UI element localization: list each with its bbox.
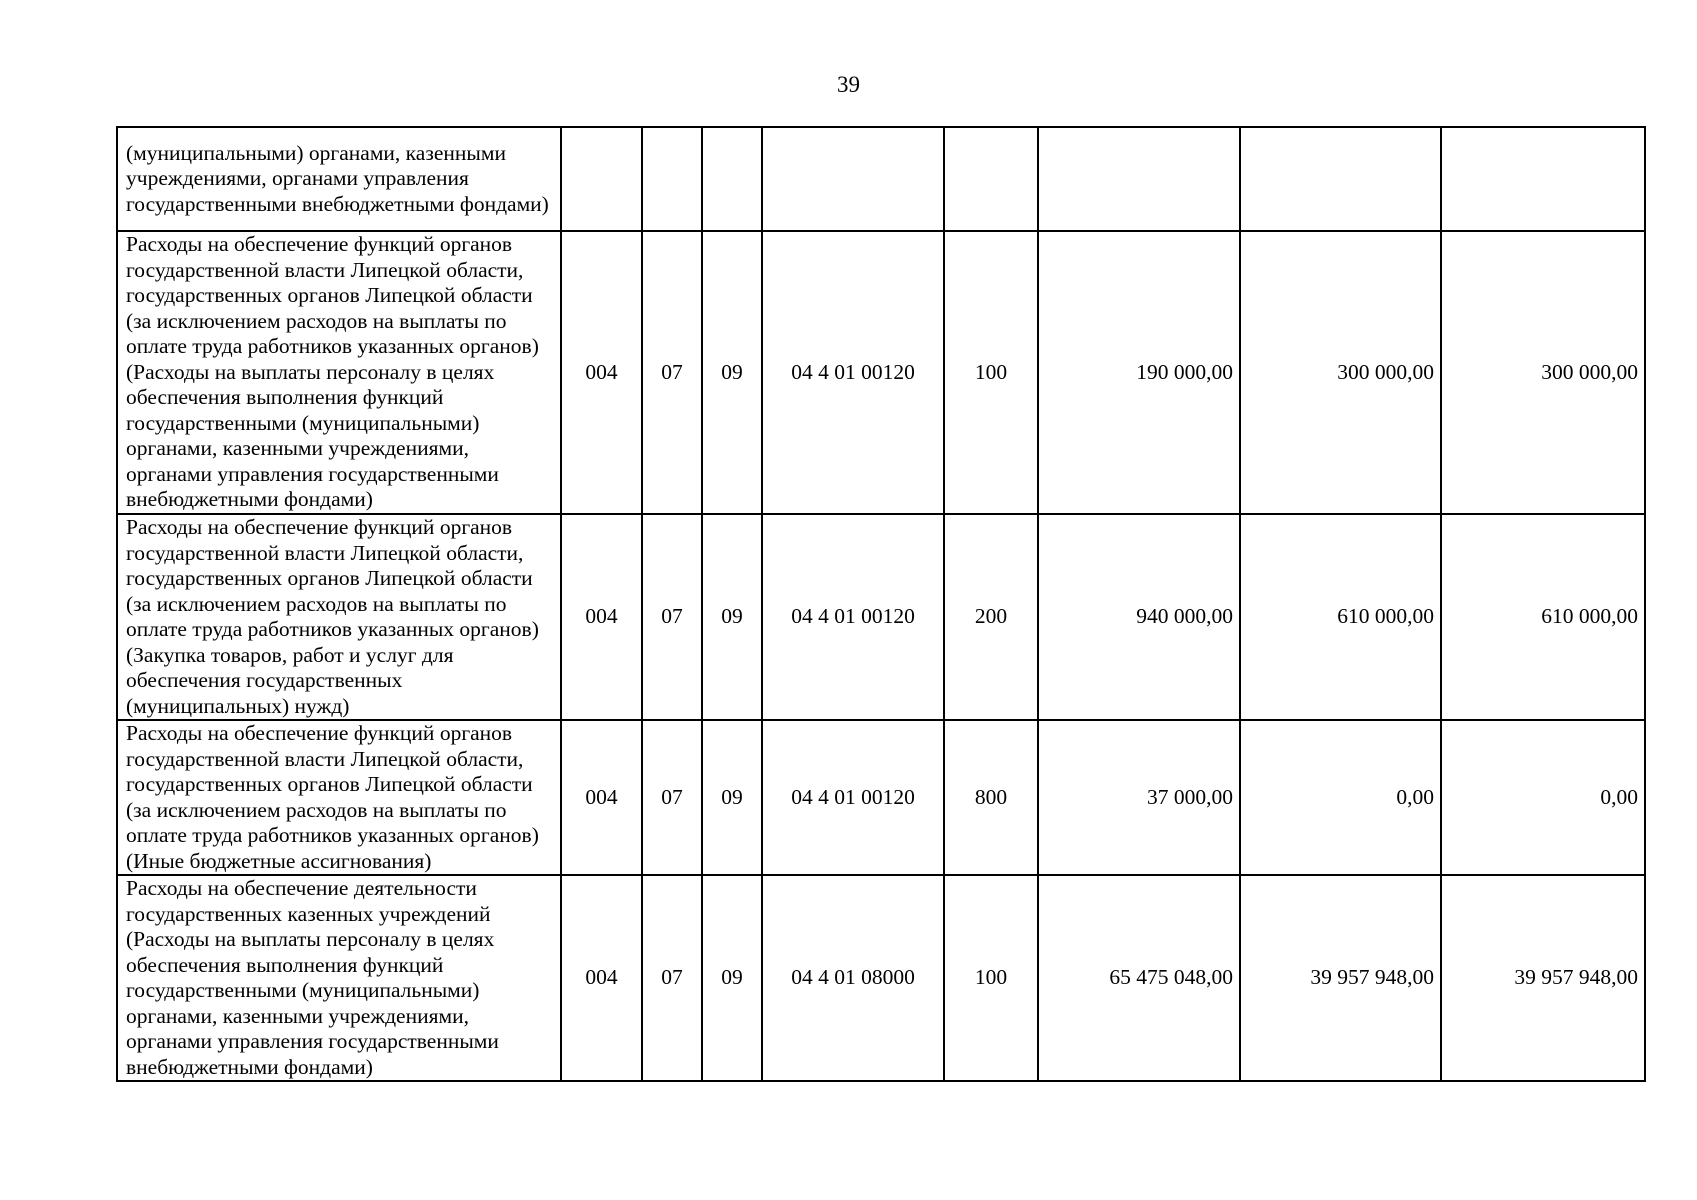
budget-table — [116, 126, 1646, 1082]
ministry-code — [561, 127, 642, 231]
target-article-code: 04 4 01 00120 — [762, 514, 944, 720]
ministry-code: 004 — [561, 514, 642, 720]
table-row — [117, 514, 1645, 720]
amount-year-3: 300 000,00 — [1441, 231, 1645, 514]
expense-name: Расходы на обеспечение функций органов государственной власти Липецкой области, государственных органов Липецкой области (за исключением расходов на выплаты по оплате труда работников указанных органов) (Иные бюджетные ассигнования) — [117, 720, 561, 875]
amount-year-1: 940 000,00 — [1038, 514, 1240, 720]
expense-type-code: 200 — [944, 514, 1038, 720]
amount-year-1: 65 475 048,00 — [1038, 875, 1240, 1081]
expense-type-code: 100 — [944, 875, 1038, 1081]
target-article-code — [762, 127, 944, 231]
amount-year-3: 39 957 948,00 — [1441, 875, 1645, 1081]
page-number: 39 — [837, 72, 860, 97]
amount-year-1 — [1038, 127, 1240, 231]
expense-name: (муниципальными) органами, казенными учреждениями, органами управления государственными внебюджетными фондами) — [117, 127, 561, 231]
amount-year-3 — [1441, 127, 1645, 231]
subsection-code: 09 — [702, 514, 762, 720]
amount-year-2: 0,00 — [1240, 720, 1441, 875]
amount-year-2: 300 000,00 — [1240, 231, 1441, 514]
subsection-code: 09 — [702, 231, 762, 514]
section-code — [642, 127, 702, 231]
table-row — [117, 231, 1645, 514]
amount-year-1: 190 000,00 — [1038, 231, 1240, 514]
expense-name: Расходы на обеспечение функций органов государственной власти Липецкой области, государственных органов Липецкой области (за исключением расходов на выплаты по оплате труда работников указанных органов) (Расходы на выплаты персоналу в целях обеспечения выполнения функций государственными (муниципальными) органами, казенными учреждениями, органами управления государственными внебюджетными фондами) — [117, 231, 561, 514]
table-row — [117, 720, 1645, 875]
expense-name: Расходы на обеспечение функций органов государственной власти Липецкой области, государственных органов Липецкой области (за исключением расходов на выплаты по оплате труда работников указанных органов) (Закупка товаров, работ и услуг для обеспечения государственных (муниципальных) нужд) — [117, 514, 561, 720]
ministry-code: 004 — [561, 875, 642, 1081]
section-code: 07 — [642, 720, 702, 875]
amount-year-2: 610 000,00 — [1240, 514, 1441, 720]
amount-year-3: 610 000,00 — [1441, 514, 1645, 720]
table-row — [117, 127, 1645, 231]
ministry-code: 004 — [561, 720, 642, 875]
section-code: 07 — [642, 875, 702, 1081]
amount-year-1: 37 000,00 — [1038, 720, 1240, 875]
expense-type-code: 800 — [944, 720, 1038, 875]
subsection-code: 09 — [702, 875, 762, 1081]
expense-name: Расходы на обеспечение деятельности государственных казенных учреждений (Расходы на выплаты персоналу в целях обеспечения выполнения функций государственными (муниципальными) органами, казенными учреждениями, органами управления государственными внебюджетными фондами) — [117, 875, 561, 1081]
section-code: 07 — [642, 231, 702, 514]
subsection-code — [702, 127, 762, 231]
table-row — [117, 875, 1645, 1081]
expense-type-code: 100 — [944, 231, 1038, 514]
target-article-code: 04 4 01 00120 — [762, 231, 944, 514]
amount-year-2 — [1240, 127, 1441, 231]
amount-year-2: 39 957 948,00 — [1240, 875, 1441, 1081]
section-code: 07 — [642, 514, 702, 720]
expense-type-code — [944, 127, 1038, 231]
target-article-code: 04 4 01 08000 — [762, 875, 944, 1081]
target-article-code: 04 4 01 00120 — [762, 720, 944, 875]
ministry-code: 004 — [561, 231, 642, 514]
amount-year-3: 0,00 — [1441, 720, 1645, 875]
subsection-code: 09 — [702, 720, 762, 875]
